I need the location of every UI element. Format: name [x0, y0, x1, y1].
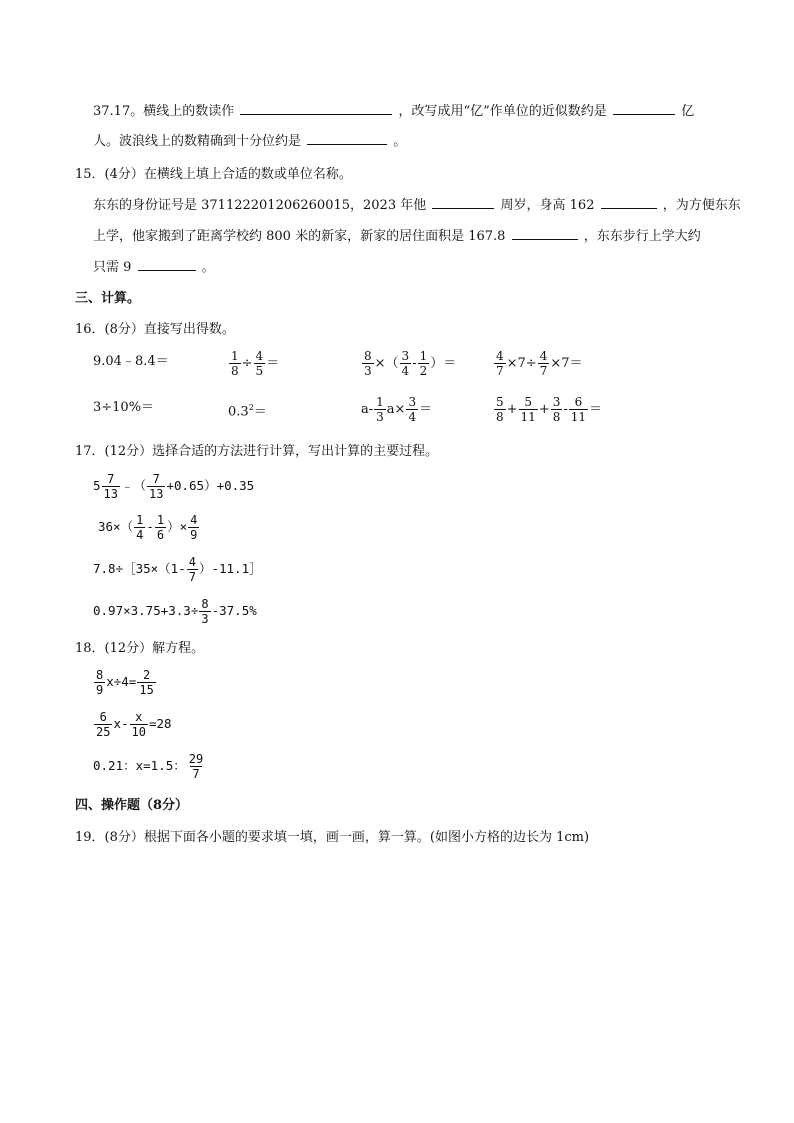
q17-expr-4: 0.97×3.75+3.3÷ $\frac{8}{3}$ -37.5% [93, 597, 257, 626]
q15-text-c: ，为方便东东 [662, 198, 741, 213]
q15-text-e: ，东东步行上学大约 [583, 229, 701, 244]
q16-item-2: $\frac{1}{8}$ ÷ $\frac{4}{5}$ ＝ [231, 349, 280, 378]
fraction: $\frac{4}{7}$ [496, 349, 504, 378]
q14-text-e: 。 [393, 134, 407, 149]
fraction: $\frac{4}{5}$ [255, 349, 264, 378]
fraction: $\frac{3}{4}$ [401, 349, 410, 378]
q16-item-8: $\frac{5}{8}$ + $\frac{5}{11}$ + $\frac{3}{8}$ - $\frac{6}{11}$ ＝ [496, 395, 603, 424]
q15-text-f: 只需 9 [93, 260, 132, 275]
fraction: $\frac{4}{9}$ [190, 513, 198, 542]
q17-expr-3: 7.8÷［35×（1- $\frac{4}{7}$ ）-11.1］ [93, 555, 262, 584]
q16-item-1 [93, 353, 169, 371]
q15-blank-height[interactable] [601, 196, 657, 209]
q15-line-2 [93, 227, 701, 246]
q15-header: 15．(4分）在横线上填上合适的数或单位名称。 [75, 167, 352, 182]
q14-text-b: ，改写成用“亿”作单位的近似数约是 [398, 104, 607, 119]
q16-item-3: $\frac{8}{3}$ ×（ $\frac{3}{4}$ - $\frac{1}{2}$ ）＝ [364, 349, 457, 378]
fraction: $\frac{1}{8}$ [231, 349, 239, 378]
q15-blank-time[interactable] [138, 258, 196, 271]
q16-item-4: $\frac{4}{7}$ ×7÷ $\frac{4}{7}$ ×7＝ [496, 349, 583, 378]
q14-text-c: 亿 [681, 104, 695, 119]
q14-line-2 [93, 132, 406, 151]
fraction: $\frac{7}{13}$ [103, 472, 118, 501]
q16-item-7: a- $\frac{1}{3}$ a× $\frac{3}{4}$ ＝ [361, 395, 433, 424]
fraction: $\frac{8}{3}$ [364, 349, 372, 378]
q15-text-d: 上学，他家搬到了距离学校约 800 米的新家，新家的居住面积是 167.8 [93, 229, 506, 244]
fraction: $\frac{x}{10}$ [131, 710, 146, 739]
fraction: $\frac{3}{4}$ [408, 395, 417, 424]
q15-line-3 [93, 258, 215, 277]
fraction: $\frac{8}{3}$ [201, 597, 209, 626]
fraction: $\frac{2}{15}$ [139, 668, 154, 697]
q17-expr-1: 5 $\frac{7}{13}$ ﹣（ $\frac{7}{13}$ +0.65）+0.35 [93, 472, 255, 501]
q15-line-1 [93, 196, 741, 215]
q15-blank-area[interactable] [512, 227, 578, 240]
section-4-title: 四、操作题（8分） [75, 798, 189, 813]
q16-header: 16．(8分）直接写出得数。 [75, 322, 235, 337]
q14-blank-approx[interactable] [613, 102, 675, 115]
q14-text-d: 人。波浪线上的数精确到十分位约是 [93, 134, 302, 149]
q15-text-b: 周岁，身高 162 [500, 198, 595, 213]
section-3-title: 三、计算。 [75, 291, 141, 306]
q15-blank-age[interactable] [432, 196, 494, 209]
q18-eq-3: 0.21：x=1.5： $\frac{29}{7}$ [93, 752, 204, 781]
q16-item-5 [93, 399, 154, 417]
q17-header: 17．(12分）选择合适的方法进行计算，写出计算的主要过程。 [75, 444, 439, 459]
fraction: $\frac{6}{25}$ [96, 710, 111, 739]
q15-text-a: 东东的身份证号是 371122201206260015，2023 年他 [93, 198, 427, 213]
fraction: $\frac{6}{11}$ [570, 395, 587, 424]
q16-item-6: $0.3^2=$ [228, 403, 267, 420]
q14-blank-reading[interactable] [240, 102, 392, 115]
fraction: $\frac{5}{11}$ [520, 395, 536, 424]
fraction: $\frac{1}{3}$ [376, 395, 384, 424]
fraction: $\frac{4}{7}$ [539, 349, 548, 378]
q14-text-a: 37.17。横线上的数读作 [93, 104, 235, 119]
fraction: $\frac{1}{4}$ [136, 513, 144, 542]
q14-line-1 [93, 102, 694, 121]
fraction: $\frac{4}{7}$ [188, 555, 196, 584]
q14-blank-tenth[interactable] [307, 132, 387, 145]
fraction: $\frac{8}{9}$ [96, 668, 104, 697]
fraction: $\frac{7}{13}$ [149, 472, 164, 501]
q16-item-1-text: 9.04﹣8.4＝ [93, 354, 169, 369]
fraction: $\frac{3}{8}$ [552, 395, 561, 424]
q16-item-5-text: 3÷10%＝ [93, 400, 155, 415]
q19-header: 19．(8分）根据下面各小题的要求填一填，画一画，算一算。(如图小方格的边长为 1cm) [75, 830, 590, 845]
fraction: $\frac{1}{2}$ [419, 349, 428, 378]
fraction: $\frac{29}{7}$ [188, 752, 204, 781]
fraction: $\frac{1}{6}$ [156, 513, 165, 542]
fraction: $\frac{5}{8}$ [496, 395, 504, 424]
q17-expr-2: 36×（ $\frac{1}{4}$ - $\frac{1}{6}$ ）× $\frac{4}{9}$ [98, 513, 198, 542]
q18-eq-1: $\frac{8}{9}$ x÷4= $\frac{2}{15}$ [96, 668, 154, 697]
q18-header: 18．(12分）解方程。 [75, 641, 205, 656]
q15-text-g: 。 [201, 260, 215, 275]
q18-eq-2: $\frac{6}{25}$ x- $\frac{x}{10}$ =28 [96, 710, 172, 739]
